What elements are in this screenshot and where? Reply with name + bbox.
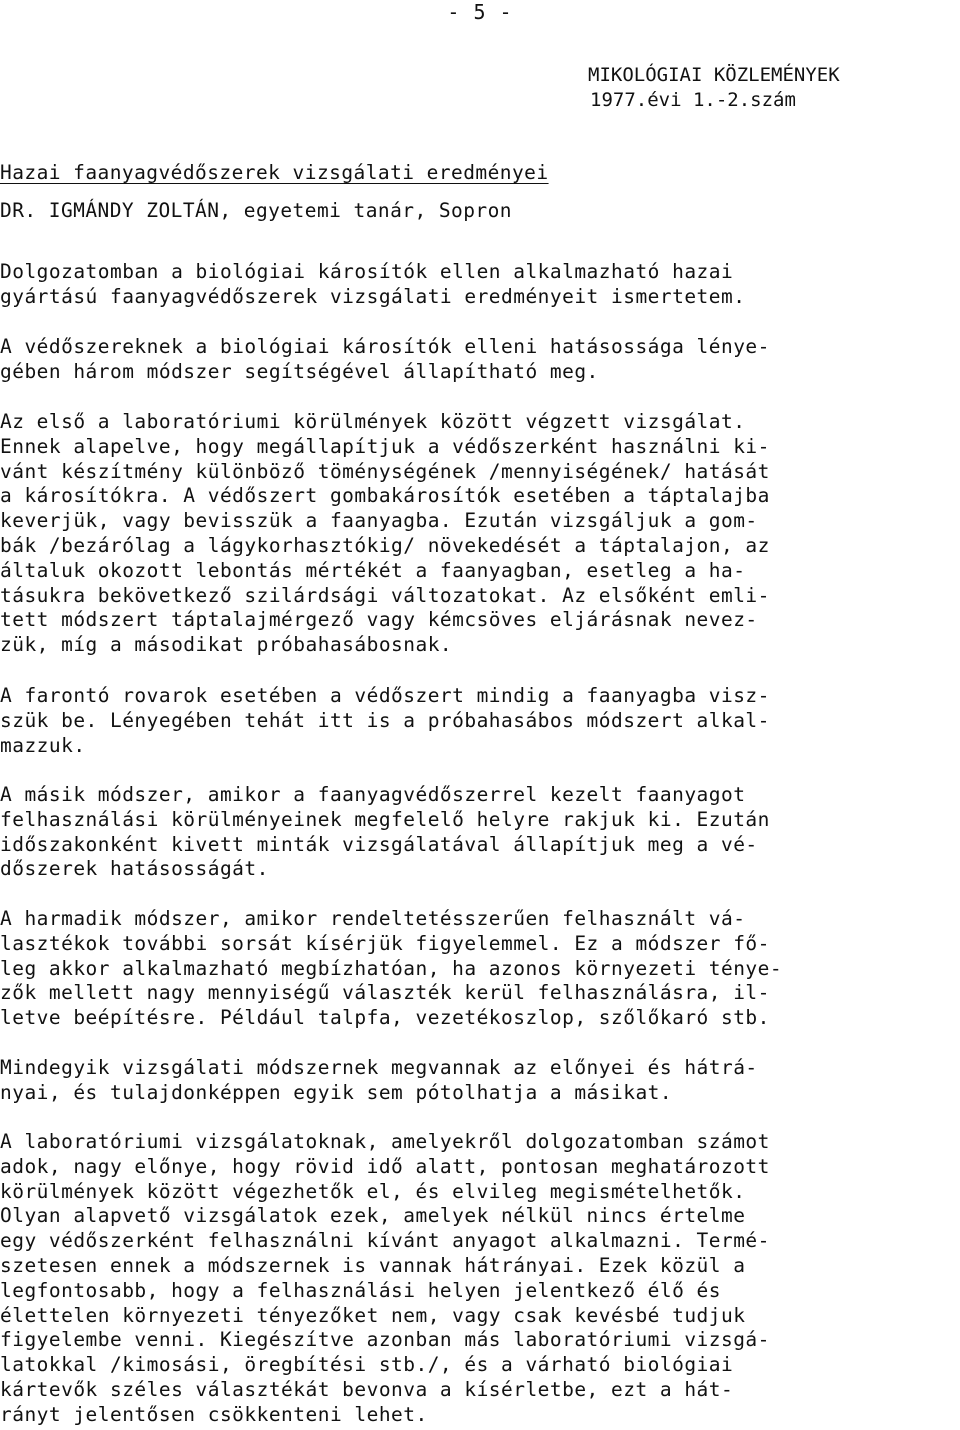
text-line: szük be. Lényegében tehát itt is a próbahasábos módszert alkal-: [0, 708, 770, 732]
paragraph-field-method: [0, 783, 960, 882]
text-line: latokkal /kimosási, öregbítési stb./, és a várható biológiai: [0, 1353, 734, 1377]
journal-name: MIKOLÓGIAI KÖZLEMÉNYEK: [588, 64, 840, 86]
text-line: egy védőszerként felhasználni kívánt anyagot alkalmazni. Termé-: [0, 1229, 770, 1253]
text-line: gyártású faanyagvédőszerek vizsgálati eredményeit ismertetem.: [0, 284, 746, 308]
text-line: általuk okozott lebontás mértékét a faanyagban, esetleg a ha-: [0, 558, 746, 582]
journal-header: [588, 63, 840, 113]
text-line: szetesen ennek a módszernek is vannak hátrányai. Ezek közül a: [0, 1253, 746, 1277]
article-author: DR. IGMÁNDY ZOLTÁN, egyetemi tanár, Sopron: [0, 199, 512, 222]
text-line: letve beépítésre. Például talpfa, vezetékoszlop, szőlőkaró stb.: [0, 1006, 770, 1030]
text-line: nyai, és tulajdonképpen egyik sem pótolhatja a másikat.: [0, 1080, 673, 1104]
text-line: gében három módszer segítségével állapítható meg.: [0, 359, 599, 383]
text-line: A védőszereknek a biológiai károsítók elleni hatásossága lénye-: [0, 335, 770, 358]
journal-issue: 1977.évi 1.-2.szám: [590, 89, 796, 111]
text-line: A másik módszer, amikor a faanyagvédőszerrel kezelt faanyagot: [0, 783, 746, 806]
text-line: leg akkor alkalmazható megbízhatóan, ha azonos környezeti ténye-: [0, 956, 783, 980]
text-line: adok, nagy előnye, hogy rövid idő alatt, pontosan meghatározott: [0, 1154, 770, 1178]
text-line: kártevők széles választékát bevonva a kísérletbe, ezt a hát-: [0, 1377, 734, 1401]
page-number: - 5 -: [447, 0, 513, 24]
text-line: Az első a laboratóriumi körülmények között végzett vizsgálat.: [0, 410, 746, 433]
text-line: tett módszert táptalajmérgező vagy kémcsöves eljárásnak nevez-: [0, 608, 758, 632]
text-line: élettelen környezeti tényezőket nem, vagy csak kevésbé tudjuk: [0, 1303, 746, 1327]
text-line: mazzuk.: [0, 733, 86, 757]
text-line: legfontosabb, hogy a felhasználási helyen jelentkező élő és: [0, 1278, 721, 1302]
paragraph-laboratory-method: [0, 410, 960, 658]
text-line: Olyan alapvető vizsgálatok ezek, amelyek nélkül nincs értelme: [0, 1204, 746, 1228]
text-line: zük, míg a másodikat próbahasábosnak.: [0, 633, 453, 657]
text-line: körülmények között végezhetők el, és elvileg megismételhetők.: [0, 1179, 746, 1203]
text-line: A harmadik módszer, amikor rendeltetésszerűen felhasznált vá-: [0, 907, 746, 930]
text-line: felhasználási körülményeinek megfelelő helyre rakjuk ki. Ezután: [0, 807, 770, 831]
text-line: zők mellett nagy mennyiségű választék kerül felhasználásra, il-: [0, 981, 770, 1005]
paragraph-comparison: [0, 1056, 960, 1106]
text-line: a károsítókra. A védőszert gombakárosítók esetében a táptalajba: [0, 484, 770, 508]
paragraph-insects: [0, 684, 960, 758]
text-line: Ennek alapelve, hogy megállapítjuk a védőszerként használni ki-: [0, 434, 770, 458]
text-line: időszakonként kivett minták vizsgálatával állapítjuk meg a vé-: [0, 832, 758, 856]
article-title: Hazai faanyagvédőszerek vizsgálati eredményei: [0, 161, 549, 184]
paragraph-methods-overview: [0, 335, 960, 385]
text-line: dőszerek hatásosságát.: [0, 857, 269, 881]
text-line: lasztékok további sorsát kísérjük figyelemmel. Ez a módszer fő-: [0, 931, 770, 955]
text-line: keverjük, vagy bevisszük a faanyagba. Ezután vizsgáljuk a gom-: [0, 509, 758, 533]
text-line: vánt készítmény különböző töménységének /mennyiségének/ hatását: [0, 459, 770, 483]
text-line: A farontó rovarok esetében a védőszert mindig a faanyagba visz-: [0, 684, 770, 707]
text-line: rányt jelentősen csökkenteni lehet.: [0, 1402, 428, 1426]
text-line: Dolgozatomban a biológiai károsítók ellen alkalmazható hazai: [0, 260, 734, 283]
text-line: figyelembe venni. Kiegészítve azonban más laboratóriumi vizsgá-: [0, 1328, 770, 1352]
paragraph-laboratory-advantages: [0, 1130, 960, 1428]
paragraph-intro: [0, 260, 960, 310]
text-line: Mindegyik vizsgálati módszernek megvannak az előnyei és hátrá-: [0, 1056, 758, 1079]
text-line: A laboratóriumi vizsgálatoknak, amelyekről dolgozatomban számot: [0, 1130, 770, 1153]
text-line: tásukra bekövetkező szilárdsági változatokat. Az elsőként emli-: [0, 583, 770, 607]
text-line: bák /bezárólag a lágykorhasztókig/ növekedését a táptalajon, az: [0, 533, 770, 557]
paragraph-third-method: [0, 907, 960, 1031]
